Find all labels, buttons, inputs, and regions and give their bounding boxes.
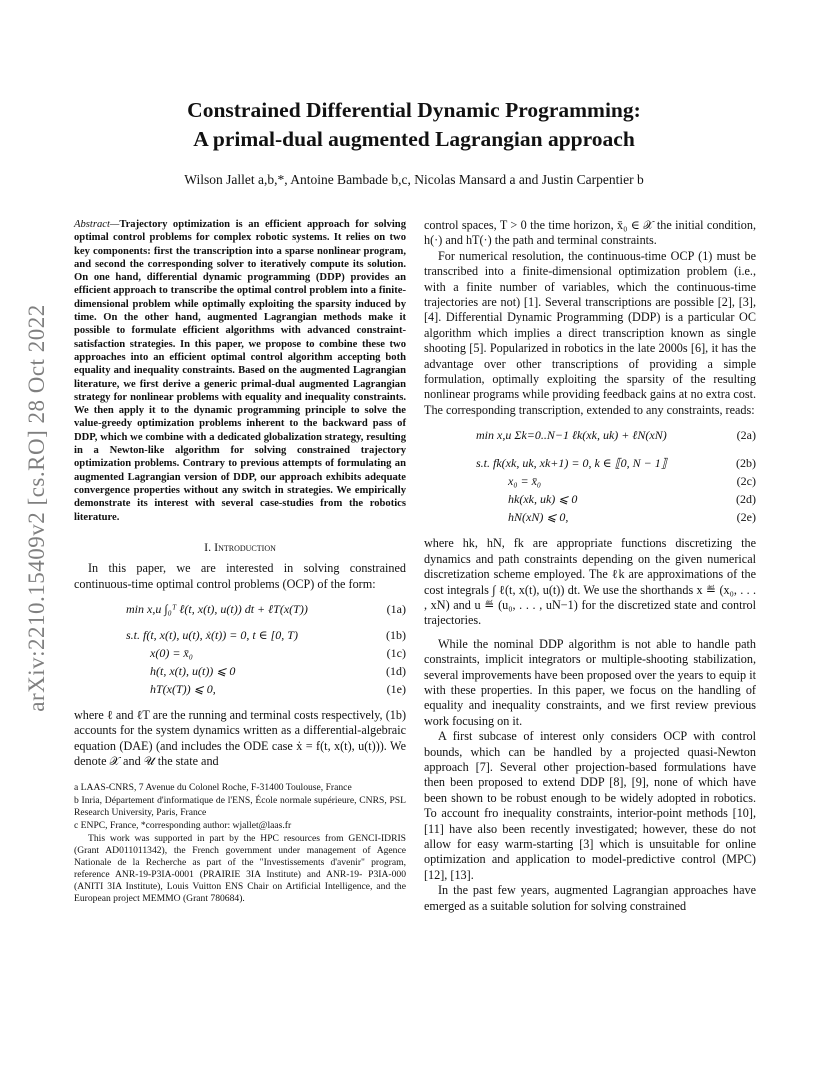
eq-tag: (2a) xyxy=(736,428,756,443)
eq-2b: s.t. fk(xk, uk, xk+1) = 0, k ∈ ⟦0, N − 1⟧ xyxy=(476,456,667,471)
eq-2c: x₀ = x̄₀ xyxy=(508,474,542,489)
eq-2a: min x,u Σk=0..N−1 ℓk(xk, uk) + ℓN(xN) xyxy=(476,428,667,443)
eq-tag: (1e) xyxy=(386,682,406,697)
left-column xyxy=(74,218,406,906)
eq-1d: h(t, x(t), u(t)) ⩽ 0 xyxy=(150,664,236,679)
intro-paragraph-2: where ℓ and ℓT are the running and terminal costs respectively, (1b) accounts for the system dynamics written as a differential-algebraic equation (DAE) (and includes the ODE case ẋ = f(t, x(t), u(t))). We denote 𝒳 and 𝒰 the state and xyxy=(74,708,406,769)
equation-2 xyxy=(424,428,756,528)
equation-1 xyxy=(74,602,406,700)
eq-tag: (2d) xyxy=(736,492,756,507)
right-paragraph-1: For numerical resolution, the continuous-time OCP (1) must be transcribed into a finite-dimensional optimization problem (i.e., with a finite number of variables, which the continuous-time trajectories are not) [1]. Several transcriptions are possible [2], [3], [4]. Differential Dynamic Programming (DDP) is a particular OC algorithm which implies a direct transcription known as single shooting [5]. Popularized in robotics in the late 2000s [6], it has the advantage over other transcriptions of providing a simple formulation, optimally exploiting the sparsity of the resulting nonlinear programs while providing feedback gains at no extra cost. The corresponding transcription, extended to any constraints, reads: xyxy=(424,248,756,417)
eq-tag: (1d) xyxy=(386,664,406,679)
abstract-text: Trajectory optimization is an efficient approach for solving optimal control problems for complex robotic systems. It relies on two key components: first the transcription into a sparse nonlinear program, and second the corresponding solver to iteratively compute its solution. On one hand, differential dynamic programming (DDP) provides an efficient approach to transcribe the optimal control problem into a finite-dimensional problem while optimally exploiting the sparsity induced by time. On the other hand, augmented Lagrangian methods make it possible to formulate efficient algorithms with advanced constraint-satisfaction strategies. In this paper, we propose to combine these two approaches into an efficient optimal control algorithm accepting both equality and inequality constraints. Based on the augmented Lagrangian literature, we first derive a generic primal-dual augmented Lagrangian strategy for nonlinear problems with equality and inequality constraints. We then apply it to the dynamic programming principle to solve the value-greedy optimization problems inherent to the backward pass of DDP, which we combine with a dedicated globalization strategy, resulting in a Newton-like algorithm for solving constrained trajectory optimization problems. Contrary to previous attempts of formulating an augmented Lagrangian version of DDP, our approach exhibits adequate convergence properties without any switch in strategies. We empirically demonstrate its interest with several case-studies from the robotics literature. xyxy=(74,219,406,523)
right-paragraph-2: where hk, hN, fk are appropriate functions discretizing the dynamics and path constraints depending on the given numerical discretization scheme employed. The ℓk are approximations of the cost integrals ∫ ℓ(t, x(t), u(t)) dt. We use the shorthands x ≝ (x₀, . . . , xN) and u ≝ (u₀, . . . , uN−1) for the discretized state and control trajectories. xyxy=(424,536,756,628)
funding-note: This work was supported in part by the HPC resources from GENCI-IDRIS (Grant AD011011342), the French government under management of Agence Nationale de la Recherche as part of the "Investissements d'avenir" program, reference ANR-19-P3IA-0001 (PRAIRIE 3IA Institute) and ANR-19- P3IA-000 (ANITI 3IA Institute), Louis Vuitton ENS Chair on Artificial Intelligence, and the European project MEMMO (Grant 780684). xyxy=(74,832,406,904)
footnote-a: a LAAS-CNRS, 7 Avenue du Colonel Roche, F-31400 Toulouse, France xyxy=(74,781,352,793)
paper-title xyxy=(100,96,728,154)
footnote-c: c ENPC, France, *corresponding author: wjallet@laas.fr xyxy=(74,819,292,831)
eq-1b: s.t. f(t, x(t), u(t), ẋ(t)) = 0, t ∈ [0, T) xyxy=(126,628,298,643)
section-heading: I. Introduction xyxy=(204,539,276,554)
eq-1a: min x,u ∫₀ᵀ ℓ(t, x(t), u(t)) dt + ℓT(x(T)) xyxy=(126,602,308,617)
eq-tag: (2e) xyxy=(736,510,756,525)
right-paragraph-3: While the nominal DDP algorithm is not able to handle path constraints, implicit integrators or multiple-shooting stabilization, several improvements have been proposed over the years to equip it with these properties. In this paper, we focus on the handling of equality and inequality constraints, and we first review previous work focusing on it. xyxy=(424,636,756,728)
eq-tag: (2c) xyxy=(736,474,756,489)
eq-2e: hN(xN) ⩽ 0, xyxy=(508,510,569,525)
eq-1c: x(0) = x̄₀ xyxy=(150,646,193,661)
author-list: Wilson Jallet a,b,*, Antoine Bambade b,c, Nicolas Mansard a and Justin Carpentier b xyxy=(184,172,644,187)
eq-1e: hT(x(T)) ⩽ 0, xyxy=(150,682,216,697)
eq-tag: (1b) xyxy=(386,628,406,643)
eq-tag: (1c) xyxy=(386,646,406,661)
right-column xyxy=(424,218,756,914)
abstract xyxy=(74,218,406,524)
title-line-2: A primal-dual augmented Lagrangian approach xyxy=(193,127,635,151)
footnotes xyxy=(74,782,406,905)
eq-tag: (1a) xyxy=(386,602,406,617)
eq-tag: (2b) xyxy=(736,456,756,471)
right-paragraph-5: In the past few years, augmented Lagrangian approaches have emerged as a suitable solution for solving constrained xyxy=(424,883,756,913)
eq-2d: hk(xk, uk) ⩽ 0 xyxy=(508,492,578,507)
abstract-label: Abstract— xyxy=(74,219,120,230)
arxiv-sidebar xyxy=(22,250,52,770)
title-line-1: Constrained Differential Dynamic Programming: xyxy=(187,98,641,122)
intro-paragraph-1: In this paper, we are interested in solving constrained continuous-time optimal control problems (OCP) of the form: xyxy=(74,561,406,591)
footnote-b: b Inria, Département d'informatique de l'ENS, École normale supérieure, CNRS, PSL Research University, Paris, France xyxy=(74,794,406,818)
arxiv-identifier: arXiv:2210.15409v2 [cs.RO] 28 Oct 2022 xyxy=(24,304,49,712)
right-paragraph-0: control spaces, T > 0 the time horizon, x̄₀ ∈ 𝒳 the initial condition, h(·) and hT(·) the path and terminal constraints. xyxy=(424,218,756,248)
right-paragraph-4: A first subcase of interest only considers OCP with control bounds, which can be handled by a projected quasi-Newton approach [7]. Several other projection-based formulations have then been proposed to extend DDP [8], [9], none of which have been shown to be robust enough to be widely adopted in robotics. To account fro inequality constraints, interior-point methods [10], [11] have also been recently investigated; however, these do not allow for easy warm-starting [3] which is unsuitable for online optimization and application to model-predictive control (MPC) [12], [13]. xyxy=(424,729,756,882)
